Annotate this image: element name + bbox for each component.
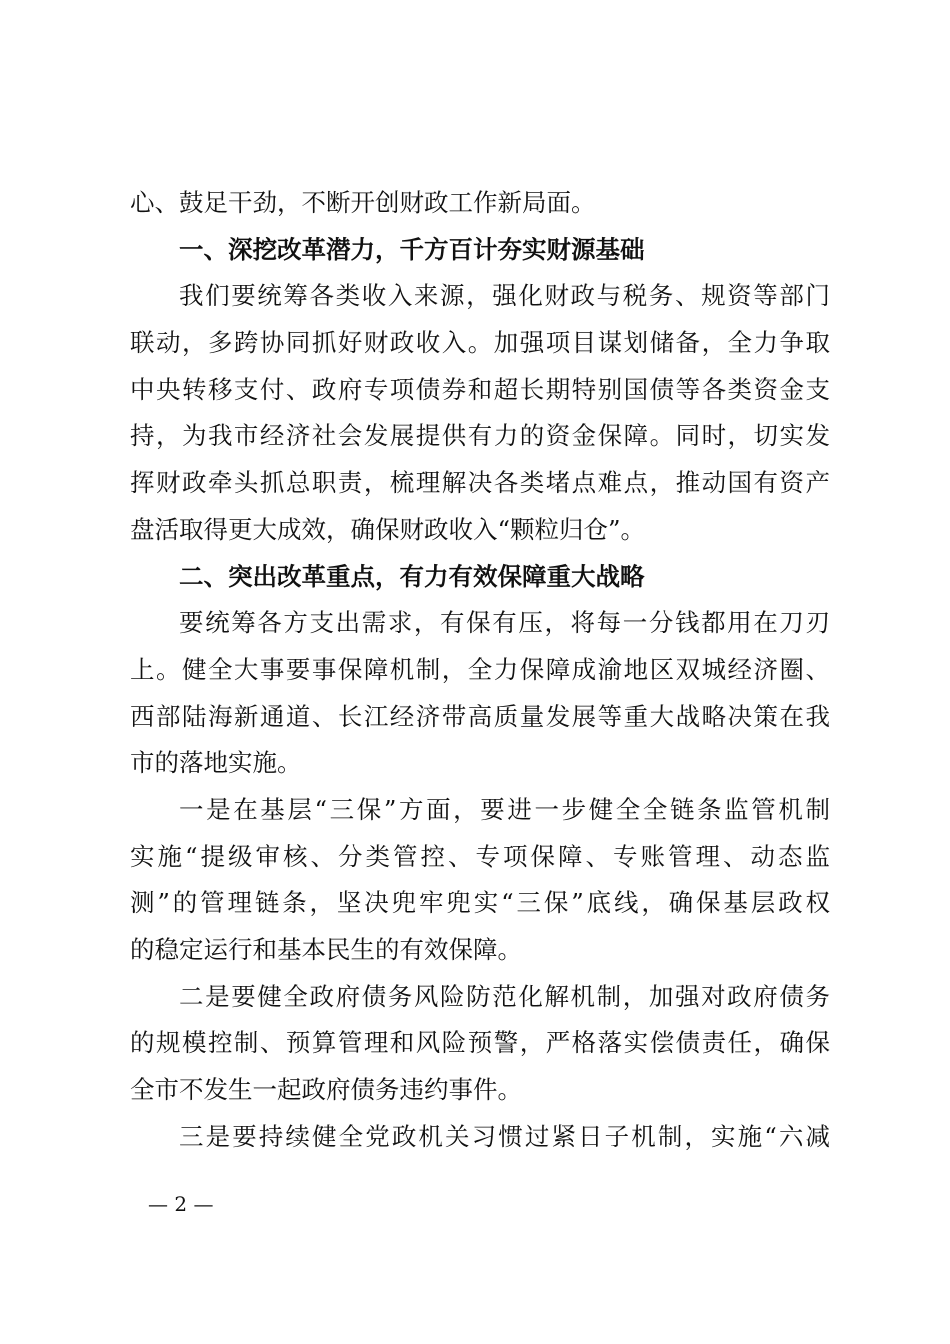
text-line: 盘活取得更大成效，确保财政收入“颗粒归仓”。 [130,514,646,544]
text-line: 实施“提级审核、分类管控、专项保障、专账管理、动态监 [130,841,830,871]
text-line: 中央转移支付、政府专项债券和超长期特别国债等各类资金支 [130,374,830,404]
text-line: 挥财政牵头抓总职责，梳理解决各类堵点难点，推动国有资产 [130,468,830,498]
text-line: 市的落地实施。 [130,748,302,778]
section-heading: 二、突出改革重点，有力有效保障重大战略 [179,561,645,591]
text-line: 我们要统筹各类收入来源，强化财政与税务、规资等部门 [179,281,830,311]
text-line: 三是要持续健全党政机关习惯过紧日子机制，实施“六减 [179,1121,830,1151]
section-heading: 一、深挖改革潜力，千方百计夯实财源基础 [179,234,645,264]
text-line: 全市不发生一起政府债务违约事件。 [130,1075,522,1105]
text-line: 上。健全大事要事保障机制，全力保障成渝地区双城经济圈、 [130,654,830,684]
text-line: 西部陆海新通道、长江经济带高质量发展等重大战略决策在我 [130,701,830,731]
text-line: 的规模控制、预算管理和风险预警，严格落实偿债责任，确保 [130,1028,830,1058]
page-number: — 2 — [148,1192,214,1216]
text-line: 二是要健全政府债务风险防范化解机制，加强对政府债务 [179,981,830,1011]
body-text [130,180,830,1160]
text-line: 联动，多跨协同抓好财政收入。加强项目谋划储备，全力争取 [130,328,830,358]
text-line: 持，为我市经济社会发展提供有力的资金保障。同时，切实发 [130,421,830,451]
text-line: 要统筹各方支出需求，有保有压，将每一分钱都用在刀刃 [179,608,830,638]
text-line: 心、鼓足干劲，不断开创财政工作新局面。 [130,188,596,217]
text-line: 一是在基层“三保”方面，要进一步健全全链条监管机制 [179,794,830,824]
text-line: 的稳定运行和基本民生的有效保障。 [130,935,522,964]
text-line: 测”的管理链条，坚决兜牢兜实“三保”底线，确保基层政权 [130,888,830,918]
